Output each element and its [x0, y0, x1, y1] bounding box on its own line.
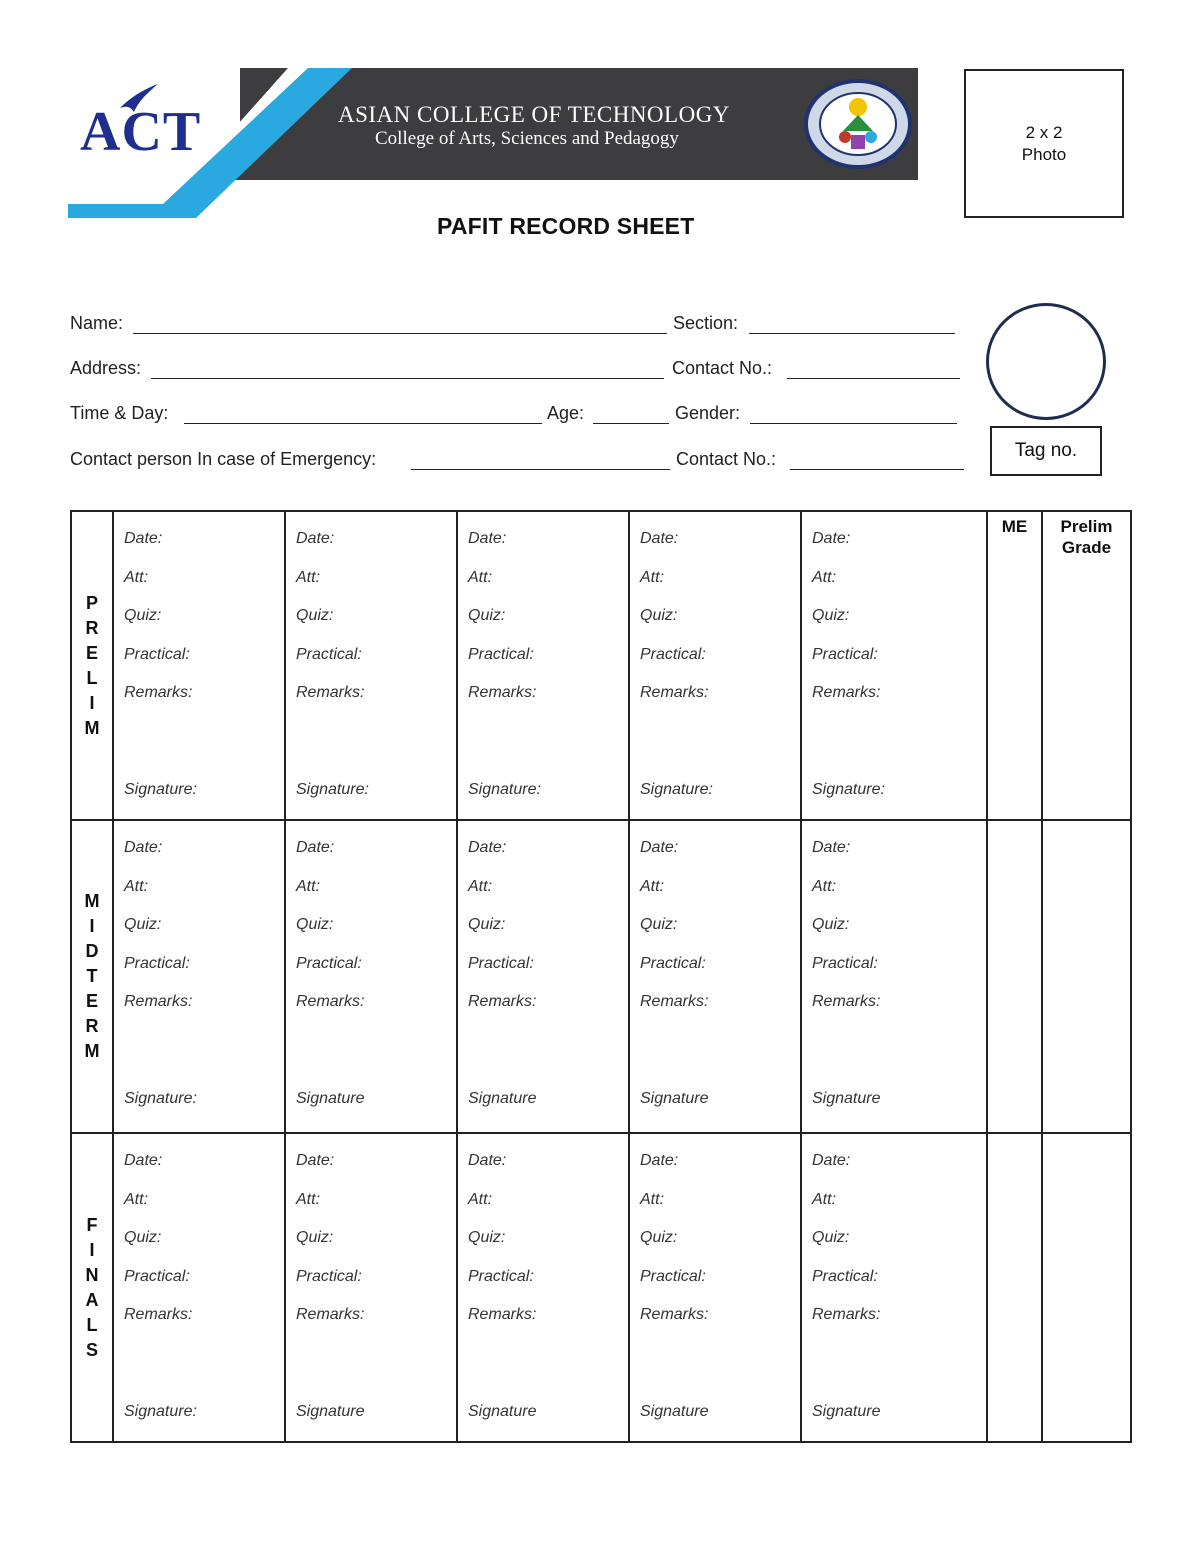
period-letter: L [86, 667, 98, 688]
photo-label: 2 x 2 Photo [1021, 122, 1067, 164]
att-label: Att: [812, 1190, 837, 1208]
session-cell[interactable] [285, 820, 457, 1133]
date-label: Date: [124, 530, 163, 547]
name-label: Name: [70, 313, 124, 333]
contact-no-field[interactable] [787, 378, 960, 379]
att-label: Att: [468, 1190, 493, 1208]
session-entry [114, 512, 284, 819]
remarks-space [812, 1345, 986, 1403]
session-cell[interactable] [801, 820, 987, 1133]
remarks-label: Remarks: [640, 684, 709, 701]
date-label: Date: [812, 839, 851, 856]
att-label: Att: [124, 877, 149, 895]
practical-label: Practical: [124, 954, 190, 972]
att-label: Att: [124, 1190, 149, 1208]
period-label [85, 889, 100, 1064]
me-cell[interactable] [987, 1133, 1042, 1442]
session-cell[interactable] [457, 1133, 629, 1442]
section-field[interactable] [749, 333, 955, 334]
grade-cell[interactable] [1042, 820, 1131, 1133]
session-entry [458, 512, 628, 819]
practical-label: Practical: [296, 645, 362, 663]
tag-no-label: Tag no. [1014, 440, 1078, 461]
remarks-space [812, 1032, 986, 1090]
quiz-label: Quiz: [468, 916, 506, 933]
signature-label: Signature [640, 1402, 709, 1420]
quiz-label: Quiz: [812, 607, 850, 624]
att-label: Att: [640, 568, 665, 586]
grade-cell[interactable] [1042, 1133, 1131, 1442]
period-letter: D [85, 941, 99, 961]
session-cell[interactable] [113, 820, 285, 1133]
remarks-space [640, 723, 800, 781]
quiz-label: Quiz: [296, 607, 334, 624]
signature-label: Signature: [124, 1402, 197, 1420]
signature-label: Signature: [124, 1089, 197, 1107]
period-row-midterm [71, 820, 1131, 1133]
period-letter: M [84, 1041, 100, 1061]
practical-label: Practical: [468, 1267, 534, 1285]
practical-label: Practical: [812, 1267, 878, 1285]
quiz-label: Quiz: [296, 1229, 334, 1246]
date-label: Date: [468, 530, 507, 547]
session-entry [630, 821, 800, 1128]
session-entry [630, 1134, 800, 1441]
page-title: PAFIT RECORD SHEET [437, 213, 695, 239]
date-label: Date: [640, 839, 679, 856]
practical-label: Practical: [124, 645, 190, 663]
remarks-space [296, 723, 456, 781]
session-cell[interactable] [801, 1133, 987, 1442]
session-cell[interactable] [285, 511, 457, 820]
period-letter: I [89, 692, 95, 713]
session-entry [286, 512, 456, 819]
practical-label: Practical: [812, 954, 878, 972]
remarks-space [640, 1032, 800, 1090]
signature-label: Signature [812, 1402, 881, 1420]
remarks-label: Remarks: [468, 993, 537, 1010]
period-letter: N [85, 1264, 99, 1285]
remarks-space [296, 1032, 456, 1090]
logo-swoosh-icon [112, 80, 162, 116]
remarks-label: Remarks: [468, 684, 537, 701]
period-letter: L [86, 1314, 98, 1335]
period-letter: I [89, 1239, 95, 1260]
signature-label: Signature: [640, 780, 713, 798]
period-row-prelim [71, 511, 1131, 820]
date-label: Date: [296, 1152, 335, 1169]
period-letter: I [89, 916, 95, 936]
signature-label: Signature: [296, 780, 369, 798]
tag-no-box[interactable] [990, 426, 1102, 476]
att-label: Att: [812, 568, 837, 586]
remarks-space [468, 723, 628, 781]
period-letter: R [85, 1016, 99, 1036]
session-entry [630, 512, 800, 819]
session-cell[interactable] [629, 820, 801, 1133]
quiz-label: Quiz: [640, 916, 678, 933]
quiz-label: Quiz: [812, 916, 850, 933]
remarks-label: Remarks: [124, 993, 193, 1010]
date-label: Date: [812, 1152, 851, 1169]
practical-label: Practical: [640, 1267, 706, 1285]
section-label: Section: [673, 313, 739, 333]
emergency-contact-field[interactable] [411, 469, 670, 470]
signature-label: Signature [468, 1089, 537, 1107]
quiz-label: Quiz: [124, 607, 162, 624]
period-letter: A [85, 1289, 99, 1310]
att-label: Att: [124, 568, 149, 586]
photo-placeholder[interactable] [964, 69, 1124, 218]
quiz-label: Quiz: [812, 1229, 850, 1246]
session-entry [114, 821, 284, 1128]
signature-label: Signature: [124, 780, 197, 798]
session-cell[interactable] [113, 511, 285, 820]
session-entry [458, 821, 628, 1128]
period-letter: M [84, 891, 100, 911]
date-label: Date: [812, 530, 851, 547]
session-cell[interactable] [629, 511, 801, 820]
period-letter: E [85, 642, 98, 663]
period-letter: M [84, 717, 100, 738]
session-entry [802, 1134, 986, 1441]
att-label: Att: [296, 568, 321, 586]
period-letter: E [85, 991, 98, 1011]
remarks-space [124, 723, 284, 781]
prelim-grade-header: Prelim Grade [1060, 517, 1113, 557]
date-label: Date: [640, 530, 679, 547]
remarks-label: Remarks: [468, 1306, 537, 1323]
age-label: Age: [547, 403, 585, 423]
remarks-label: Remarks: [296, 993, 365, 1010]
record-table [70, 510, 1132, 1443]
remarks-label: Remarks: [640, 1306, 709, 1323]
remarks-space [124, 1345, 284, 1403]
remarks-label: Remarks: [812, 1306, 881, 1323]
practical-label: Practical: [296, 1267, 362, 1285]
college-seal-icon [803, 79, 913, 169]
act-logo: ACT [80, 101, 202, 163]
practical-label: Practical: [640, 645, 706, 663]
signature-label: Signature [296, 1089, 365, 1107]
session-entry [802, 821, 986, 1128]
remarks-space [124, 1032, 284, 1090]
practical-label: Practical: [812, 645, 878, 663]
date-label: Date: [296, 839, 335, 856]
remarks-label: Remarks: [812, 684, 881, 701]
remarks-space [468, 1032, 628, 1090]
practical-label: Practical: [640, 954, 706, 972]
att-label: Att: [296, 877, 321, 895]
remarks-label: Remarks: [296, 1306, 365, 1323]
signature-label: Signature [296, 1402, 365, 1420]
att-label: Att: [812, 877, 837, 895]
session-cell[interactable] [457, 820, 629, 1133]
quiz-label: Quiz: [468, 607, 506, 624]
att-label: Att: [468, 568, 493, 586]
session-entry [286, 821, 456, 1128]
gender-label: Gender: [675, 403, 741, 423]
signature-label: Signature: [812, 780, 885, 798]
quiz-label: Quiz: [124, 1229, 162, 1246]
practical-label: Practical: [468, 954, 534, 972]
remarks-space [296, 1345, 456, 1403]
remarks-label: Remarks: [124, 1306, 193, 1323]
time-day-label: Time & Day: [70, 403, 169, 423]
remarks-label: Remarks: [296, 684, 365, 701]
period-letter: T [86, 966, 98, 986]
session-entry [286, 1134, 456, 1441]
att-label: Att: [640, 1190, 665, 1208]
time-day-field[interactable] [184, 423, 542, 424]
period-label-cell [71, 511, 113, 820]
me-cell[interactable] [987, 511, 1042, 820]
signature-label: Signature [640, 1089, 709, 1107]
quiz-label: Quiz: [640, 1229, 678, 1246]
period-letter: R [85, 617, 99, 638]
practical-label: Practical: [468, 645, 534, 663]
session-cell[interactable] [113, 1133, 285, 1442]
practical-label: Practical: [124, 1267, 190, 1285]
remarks-space [468, 1345, 628, 1403]
practical-label: Practical: [296, 954, 362, 972]
date-label: Date: [468, 839, 507, 856]
quiz-label: Quiz: [296, 916, 334, 933]
name-field[interactable] [133, 333, 667, 334]
quiz-label: Quiz: [124, 916, 162, 933]
session-cell[interactable] [457, 511, 629, 820]
period-label-cell [71, 1133, 113, 1442]
att-label: Att: [296, 1190, 321, 1208]
address-field[interactable] [151, 378, 664, 379]
period-label [86, 1213, 99, 1363]
remarks-label: Remarks: [124, 684, 193, 701]
date-label: Date: [468, 1152, 507, 1169]
att-label: Att: [640, 877, 665, 895]
session-cell[interactable] [285, 1133, 457, 1442]
date-label: Date: [296, 530, 335, 547]
tag-circle [986, 303, 1106, 420]
remarks-space [640, 1345, 800, 1403]
emergency-contact-no-label: Contact No.: [676, 449, 777, 469]
signature-label: Signature: [468, 780, 541, 798]
period-letter: F [86, 1214, 98, 1235]
session-entry [114, 1134, 284, 1441]
remarks-label: Remarks: [812, 993, 881, 1010]
period-letter: P [85, 592, 98, 613]
signature-label: Signature [812, 1089, 881, 1107]
period-label-cell [71, 820, 113, 1133]
college-subtitle: College of Arts, Sciences and Pedagogy [375, 128, 679, 149]
att-label: Att: [468, 877, 493, 895]
period-label [85, 591, 100, 741]
quiz-label: Quiz: [640, 607, 678, 624]
session-cell[interactable] [629, 1133, 801, 1442]
period-row-finals [71, 1133, 1131, 1442]
session-entry [458, 1134, 628, 1441]
period-letter: S [85, 1339, 98, 1360]
remarks-space [812, 723, 986, 781]
contact-no-label: Contact No.: [672, 358, 773, 378]
emergency-contact-no-field[interactable] [790, 469, 964, 470]
grade-cell[interactable] [1042, 511, 1131, 820]
me-header: ME [1001, 517, 1028, 536]
remarks-label: Remarks: [640, 993, 709, 1010]
signature-label: Signature [468, 1402, 537, 1420]
college-name: ASIAN COLLEGE OF TECHNOLOGY [338, 102, 730, 127]
date-label: Date: [124, 839, 163, 856]
date-label: Date: [640, 1152, 679, 1169]
date-label: Date: [124, 1152, 163, 1169]
gender-field[interactable] [750, 423, 957, 424]
age-field[interactable] [593, 423, 669, 424]
session-cell[interactable] [801, 511, 987, 820]
session-entry [802, 512, 986, 819]
me-cell[interactable] [987, 820, 1042, 1133]
emergency-contact-label: Contact person In case of Emergency: [70, 449, 377, 469]
address-label: Address: [70, 358, 142, 378]
quiz-label: Quiz: [468, 1229, 506, 1246]
